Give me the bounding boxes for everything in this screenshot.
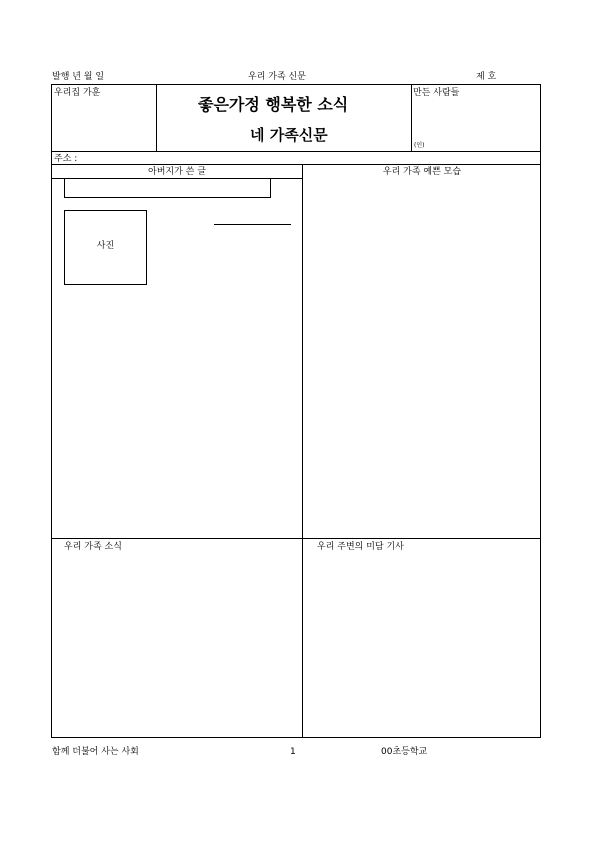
good-story-label: 우리 주변의 미담 기사 [317,542,404,552]
family-motto-label: 우리집 가훈 [54,88,101,98]
father-box-left [64,178,65,197]
footer-page-number: 1 [290,747,296,757]
makers-note: (인) [414,142,425,149]
father-box-right [270,178,271,197]
masthead-divider-left [156,84,157,151]
signature-line [214,224,291,225]
issue-date-label: 발행 년 월 일 [52,72,105,82]
masthead-divider-right [411,84,412,151]
father-box-bottom [64,197,271,198]
newspaper-title-line2: 네 가족신문 [250,126,328,144]
photo-label: 사진 [96,241,115,251]
address-label: 주소 : [54,154,78,164]
footer-slogan: 함께 더불어 사는 사회 [52,747,139,757]
footer-school: 00초등학교 [381,747,428,757]
issue-number-label: 제 호 [476,72,497,82]
family-look-label: 우리 가족 예쁜 모습 [382,167,462,177]
paper-name-header: 우리 가족 신문 [248,72,306,82]
newspaper-form [51,84,541,738]
masthead-bottom-rule [51,151,541,152]
family-news-label: 우리 가족 소식 [64,542,122,552]
father-writing-rule [51,178,302,179]
bottom-section-rule [51,538,541,539]
body-center-divider [302,164,303,738]
newspaper-title-line1: 좋은가정 행복한 소식 [198,95,349,114]
makers-label: 만든 사람들 [413,88,460,98]
address-bottom-rule [51,164,541,165]
father-writing-label: 아버지가 쓴 글 [148,167,206,177]
